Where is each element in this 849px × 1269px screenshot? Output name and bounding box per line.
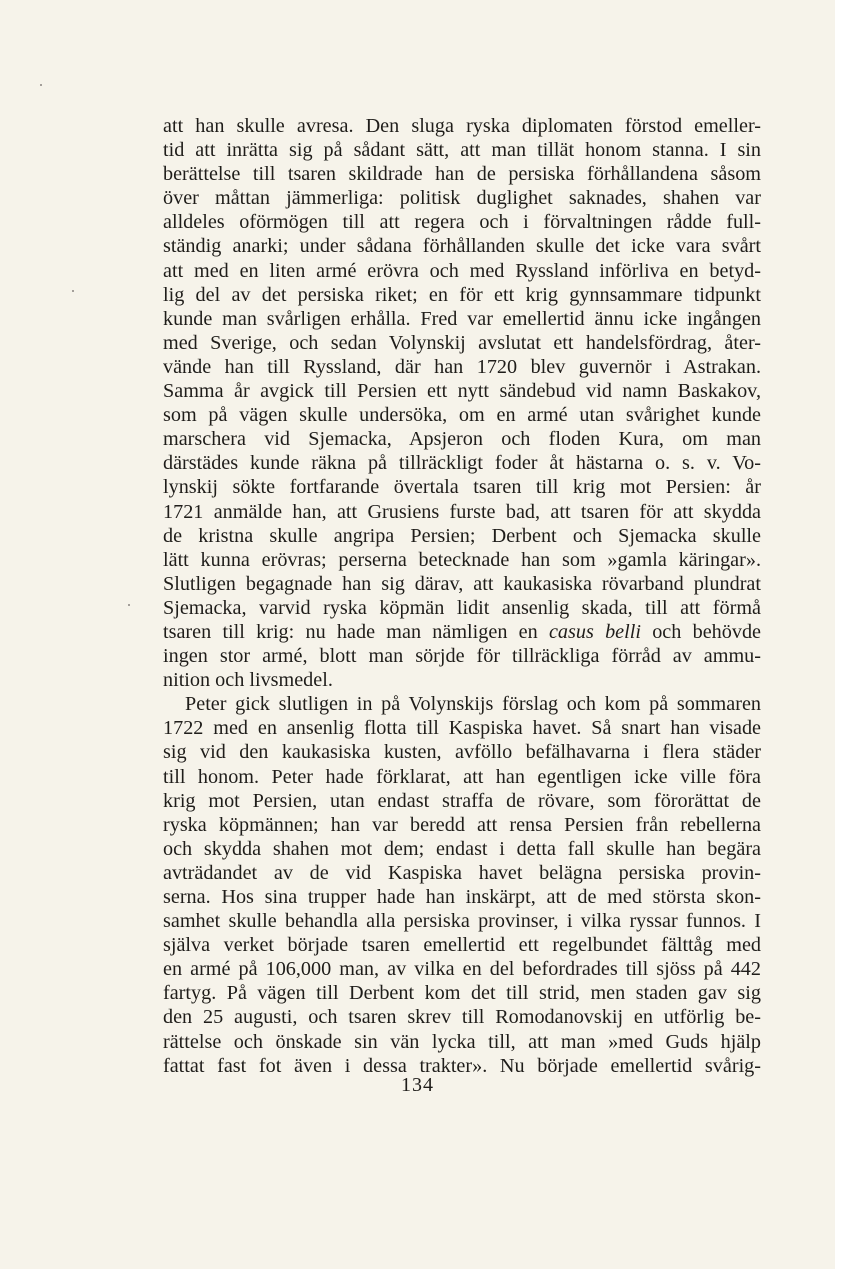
text-line: att han skulle avresa. Den sluga ryska diplomaten förstod emeller- [163, 115, 761, 137]
text-line: vände han till Ryssland, där han 1720 blev guvernör i Astrakan. [163, 355, 761, 378]
paragraph-1-tail [163, 644, 761, 692]
text-line: avträdandet av de vid Kaspiska havet belägna persiska provin- [163, 861, 761, 884]
text-line: sig vid den kaukasiska kusten, avföllo befälhavarna i flera städer [163, 741, 761, 764]
text-line: alldeles oförmögen till att regera och i förvaltningen rådde full- [163, 211, 761, 234]
text-line: att med en liten armé erövra och med Ryssland införliva en betyd- [163, 259, 761, 282]
paper-speck [72, 290, 74, 292]
text-segment: tsaren till krig: nu hade man nämligen en [163, 620, 549, 643]
text-line: med Sverige, och sedan Volynskij avslutat ett handelsfördrag, åter- [163, 331, 761, 354]
text-line: ryska köpmännen; han var beredd att rensa Persien från rebellerna [163, 813, 761, 836]
text-line: marschera vid Sjemacka, Apsjeron och floden Kura, om man [163, 428, 761, 451]
text-line: själva verket började tsaren emellertid ett regelbundet fälttåg med [163, 934, 761, 957]
text-line: Peter gick slutligen in på Volynskijs förslag och kom på sommaren [185, 693, 761, 716]
text-line: Slutligen begagnade han sig därav, att kaukasiska rövarband plundrat [163, 572, 761, 595]
text-line: lätt kunna erövras; perserna betecknade han som »gamla käringar». [163, 548, 761, 571]
text-line: krig mot Persien, utan endast straffa de rövare, som förorättat de [163, 789, 761, 812]
text-line: ingen stor armé, blott man sörjde för tillräckliga förråd av ammu- [163, 645, 761, 668]
italic-term: casus belli [548, 620, 641, 643]
text-line: till honom. Peter hade förklarat, att han egentligen icke ville föra [163, 765, 761, 788]
text-line: en armé på 106,000 man, av vilka en del befordrades till sjöss på 442 [163, 958, 761, 981]
text-line: samhet skulle behandla alla persiska provinser, i vilka ryssar funnos. I [163, 910, 761, 933]
text-line: rättelse och önskade sin vän lycka till, att man »med Guds hjälp [163, 1030, 761, 1053]
text-line: Samma år avgick till Persien ett nytt sändebud vid namn Baskakov, [163, 380, 761, 403]
text-segment: och behövde [640, 620, 761, 643]
text-line: kunde man svårligen erhålla. Fred var emellertid ännu icke ingången [163, 307, 761, 330]
text-line-casus-belli [163, 620, 761, 644]
text-line: 1721 anmälde han, att Grusiens furste bad, att tsaren för att skydda [163, 500, 761, 523]
text-line: nition och livsmedel. [163, 669, 333, 692]
text-line: därstädes kunde räkna på tillräckligt foder åt hästarna o. s. v. Vo- [163, 452, 761, 475]
text-line: fattat fast fot även i dessa trakter». Nu började emellertid svårig- [163, 1054, 761, 1077]
text-line: Sjemacka, varvid ryska köpmän lidit ansenlig skada, till att förmå [163, 596, 761, 619]
paper-speck [40, 84, 42, 86]
text-line: över måttan jämmerliga: politisk duglighet saknades, shahen var [163, 187, 761, 210]
page-number: 134 [401, 1074, 434, 1096]
paragraph-2 [163, 692, 761, 1078]
text-line: lynskij sökte fortfarande övertala tsaren till krig mot Persien: år [163, 476, 761, 499]
text-line: 1722 med en ansenlig flotta till Kaspiska havet. Så snart han visade [163, 717, 761, 740]
text-line: fartyg. På vägen till Derbent kom det till strid, men staden gav sig [163, 982, 761, 1005]
text-line: den 25 augusti, och tsaren skrev till Romodanovskij en utförlig be- [163, 1006, 761, 1029]
text-line: lig del av det persiska riket; en för ett krig gynnsammare tidpunkt [163, 283, 761, 306]
text-line: och skydda shahen mot dem; endast i detta fall skulle han begära [163, 837, 761, 860]
paragraph-1 [163, 114, 761, 620]
body-text [163, 114, 761, 1078]
text-line: serna. Hos sina trupper hade han inskärpt, att de med största skon- [163, 886, 761, 908]
page-edge [835, 0, 849, 1269]
text-line: som på vägen skulle undersöka, om en armé utan svårighet kunde [163, 404, 761, 427]
text-line: de kristna skulle angripa Persien; Derbent och Sjemacka skulle [163, 524, 761, 547]
paper-speck [128, 604, 130, 606]
text-line: berättelse till tsaren skildrade han de persiska förhållandena såsom [163, 163, 761, 186]
text-line: ständig anarki; under sådana förhållanden skulle det icke vara svårt [163, 235, 761, 258]
text-line: tid att inrätta sig på sådant sätt, att man tillät honom stanna. I sin [163, 139, 761, 162]
